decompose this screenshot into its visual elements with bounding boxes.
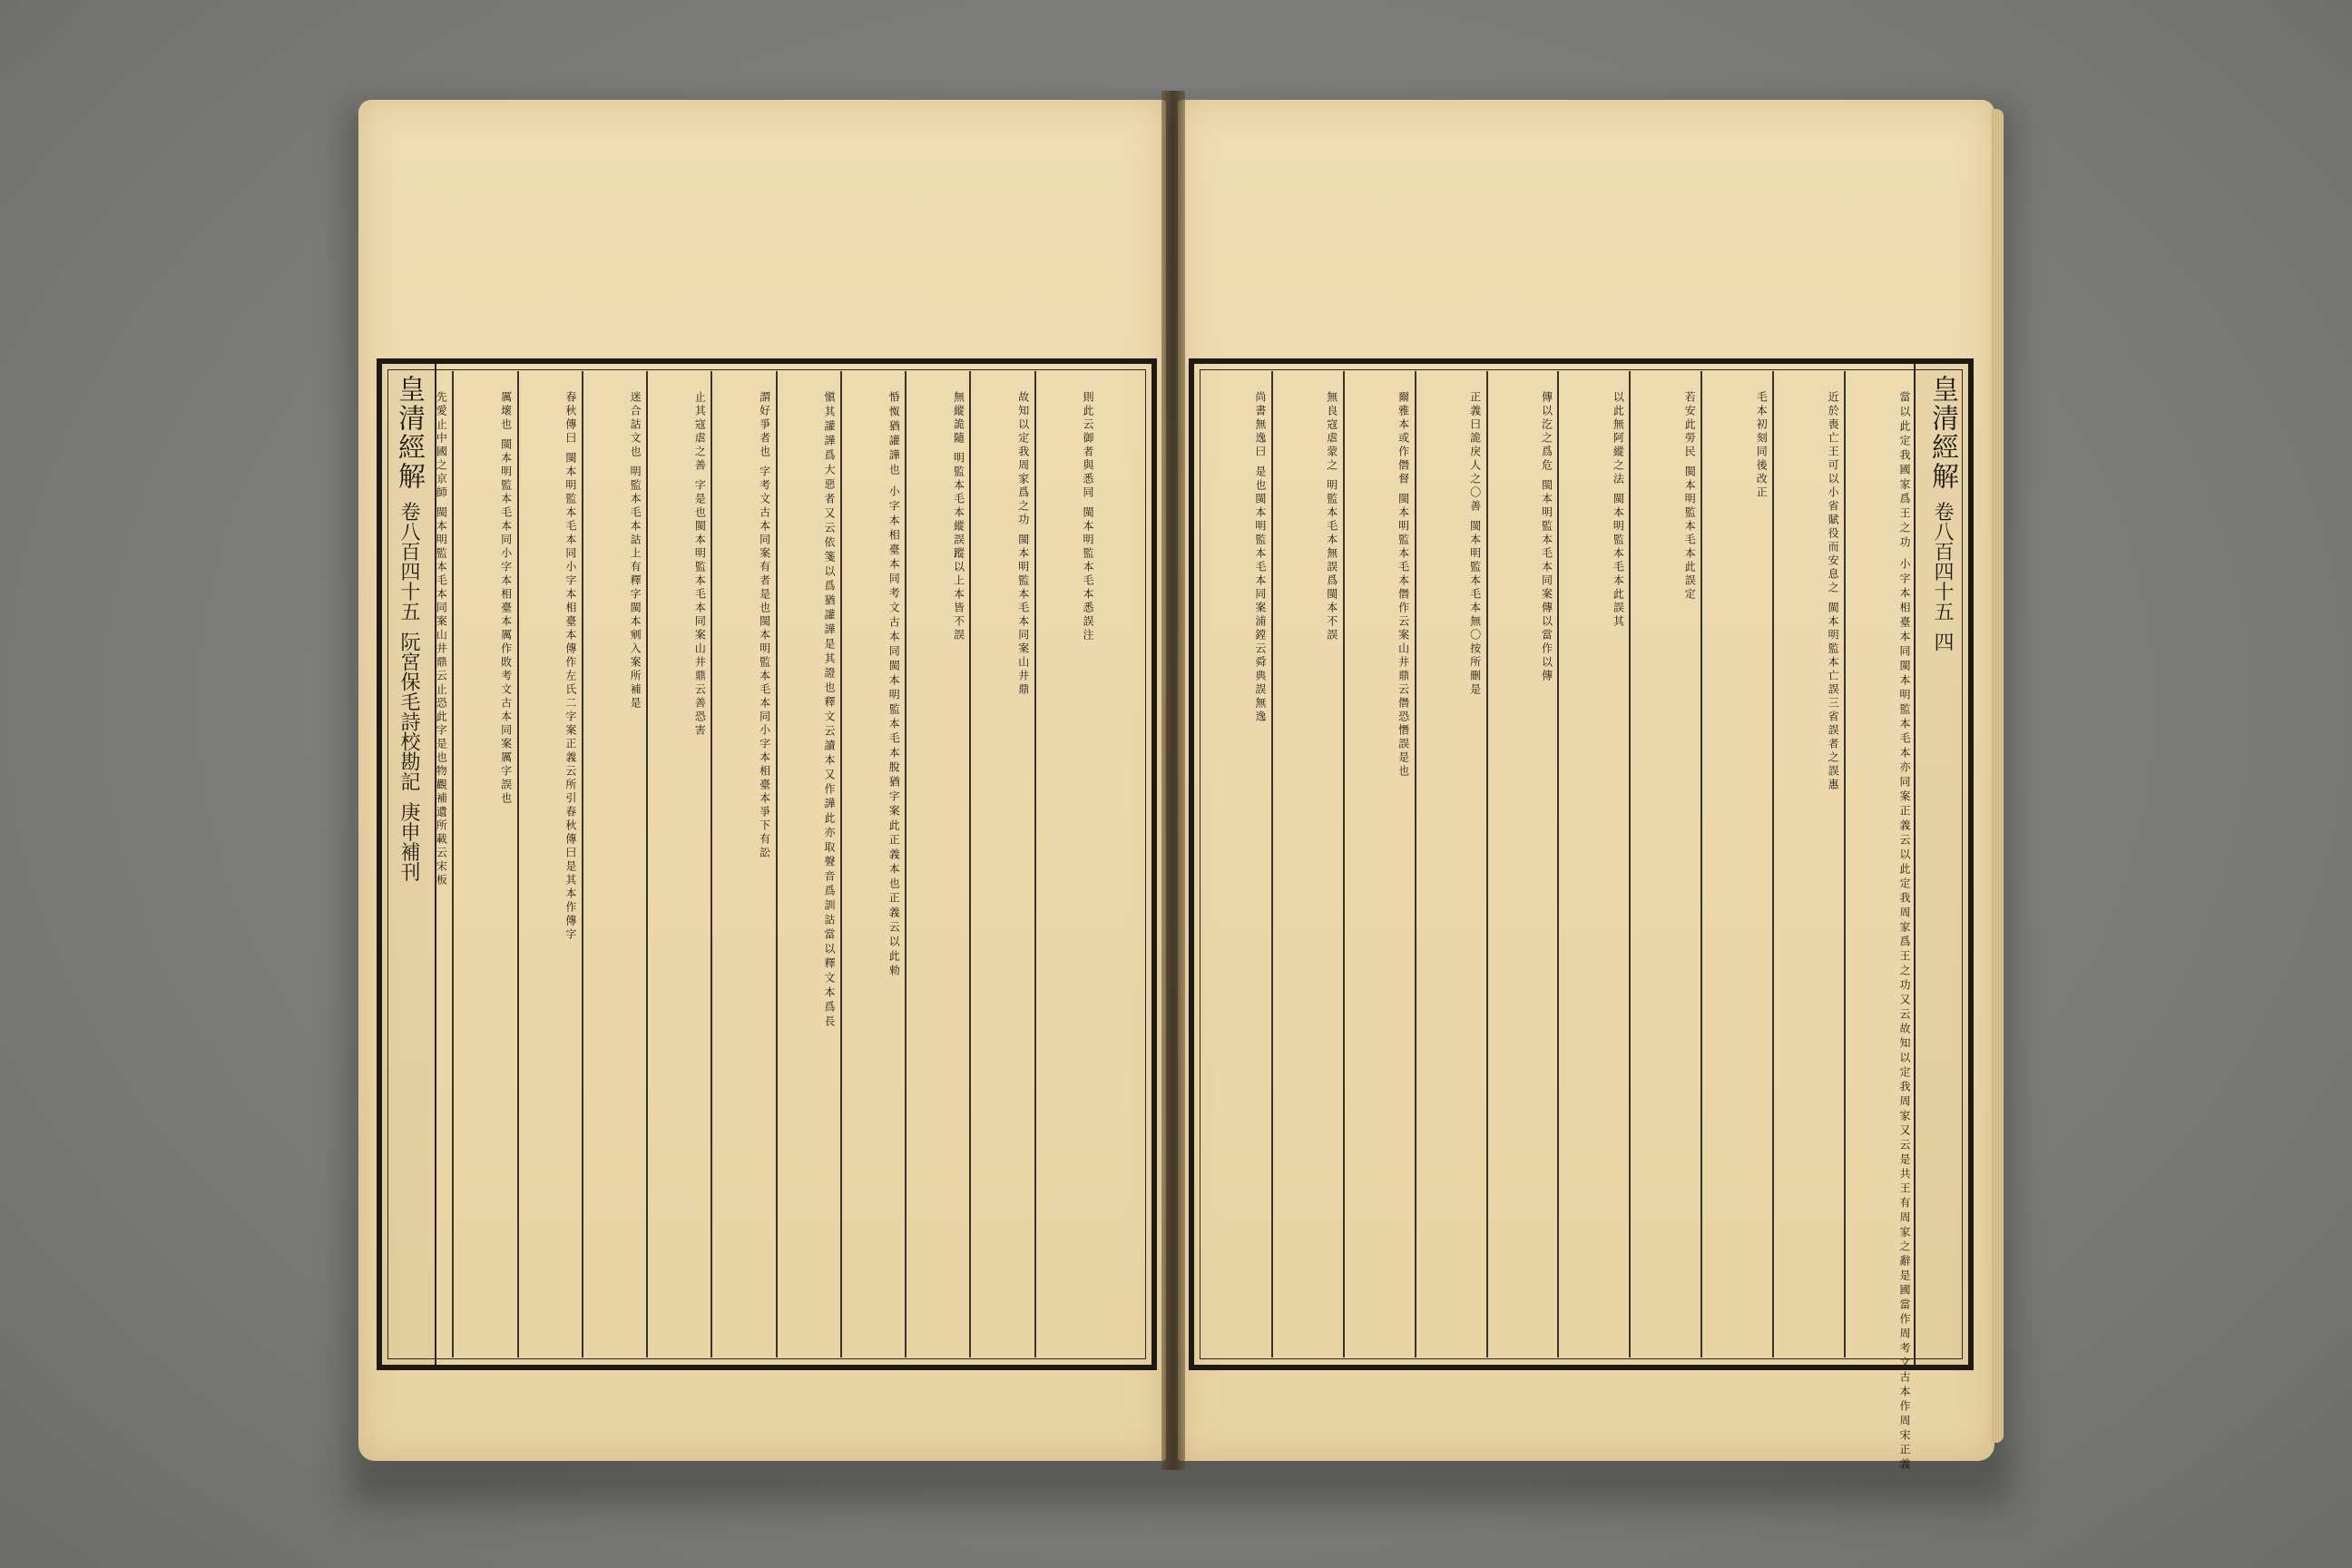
text-column xyxy=(646,371,710,1357)
text-column xyxy=(389,371,452,1357)
column-text: 爾雅本或作僭督 閩本明監本毛本僭作云案山井鼎云僭恐憯誤是也 xyxy=(1396,391,1410,779)
text-column xyxy=(452,371,516,1357)
text-column xyxy=(1629,371,1700,1357)
text-column xyxy=(840,371,905,1357)
book-gutter xyxy=(1161,91,1185,1470)
text-column xyxy=(1343,371,1415,1357)
left-heart-volume: 卷八百四十五 xyxy=(397,501,420,622)
text-column xyxy=(776,371,840,1357)
text-column xyxy=(1486,371,1558,1357)
right-columns xyxy=(1201,371,1916,1473)
left-heart-author: 阮宮保毛詩校勘記 xyxy=(397,632,420,792)
text-column xyxy=(582,371,646,1357)
left-columns xyxy=(389,371,1099,1357)
text-column xyxy=(1415,371,1486,1357)
column-text: 愼其讙譁爲大惡者又云依箋以爲猶讙譁是其證也釋文云讀本又作譁此亦取聲音爲訓詁當以釋文本爲長 xyxy=(822,391,836,1030)
column-text: 春秋傳曰 閩本明監本毛本同小字本相臺本傳作左氏二字案正義云所引春秋傳曰是其本作傳字 xyxy=(564,391,577,942)
text-column xyxy=(1271,371,1343,1357)
column-text: 以此無阿縱之法 閩本明監本毛本此誤其 xyxy=(1612,391,1625,629)
column-text: 惛怓猶讙譁也 小字本相臺本同考文古本同閩本明監本毛本脫猶字案此正義本也正義云以此勑 xyxy=(887,391,901,979)
text-column xyxy=(517,371,582,1357)
column-text: 當以此定我國家爲王之功 小字本相臺本同閩本明監本毛本亦同案正義云以此定我周家爲王之功又云故知以定我周家又云是共王有周家之辭是國當作周考文古本作周宋正義 xyxy=(1898,391,1911,1473)
column-text: 厲壞也 閩本明監本毛本同小字本相臺本厲作敗考文古本同案厲字誤也 xyxy=(499,391,513,806)
right-page-heart xyxy=(1914,364,1968,1365)
text-column xyxy=(1772,371,1844,1357)
column-text: 故知以定我周家爲之功 閩本明監本毛本同案山井鼎 xyxy=(1016,391,1030,697)
text-column xyxy=(1700,371,1772,1357)
column-text: 尚書無逸曰 是也閩本明監本毛本同案浦鏜云舜典誤無逸 xyxy=(1253,391,1267,724)
text-column xyxy=(1557,371,1629,1357)
left-heart-footer: 庚申補刊 xyxy=(397,801,420,882)
text-column xyxy=(1201,371,1271,1357)
text-column xyxy=(710,371,775,1357)
column-text: 無良寇虐蒙之 明監本毛本無誤爲閩本不誤 xyxy=(1325,391,1338,642)
right-heart-volume: 卷八百四十五 xyxy=(1931,501,1954,622)
left-heart-title: 皇清經解 xyxy=(393,375,425,491)
column-text: 正義曰詭戾人之〇善 閩本明監本毛本無〇按所刪是 xyxy=(1468,391,1482,697)
column-text: 先愛止中國之京師 閩本明監本毛本同案山井鼎云止恐此字是也物觀補遺所載云宋板 xyxy=(435,391,448,887)
column-text: 止其寇虐之善 字是也閩本明監本毛本同案山井鼎云善恐害 xyxy=(693,391,707,738)
column-text: 無縱詭隨 明監本毛本縱誤蹤以上本皆不誤 xyxy=(952,391,965,642)
column-text: 傳以汔之爲危 閩本明監本毛本同案傳以當作以傳 xyxy=(1540,391,1553,683)
left-text-frame xyxy=(377,358,1157,1370)
text-column xyxy=(1844,371,1916,1473)
column-text: 若安此勞民 閩本明監本毛本此誤定 xyxy=(1683,391,1697,602)
column-text: 近於喪亡王可以小省賦役而安息之 閩本明監本亡誤三省誤者之誤惠 xyxy=(1827,391,1840,792)
text-column xyxy=(969,371,1034,1357)
column-text: 毛本初刻同後改正 xyxy=(1755,391,1769,500)
column-text: 則此云御者與悉同 閩本明監本毛本悉誤注 xyxy=(1082,391,1094,642)
column-text: 謂好爭者也 字考文古本同案有者是也閩本明監本毛本同小字本相臺本爭下有訟 xyxy=(758,391,771,860)
text-column xyxy=(905,371,969,1357)
text-column xyxy=(1034,371,1099,1357)
right-heart-title: 皇清經解 xyxy=(1926,375,1958,491)
column-text: 迷合詁文也 明監本毛本詁上有釋字閩本剜入案所補是 xyxy=(629,391,642,710)
right-text-frame xyxy=(1189,358,1974,1473)
right-heart-leaf: 四 xyxy=(1931,632,1954,652)
